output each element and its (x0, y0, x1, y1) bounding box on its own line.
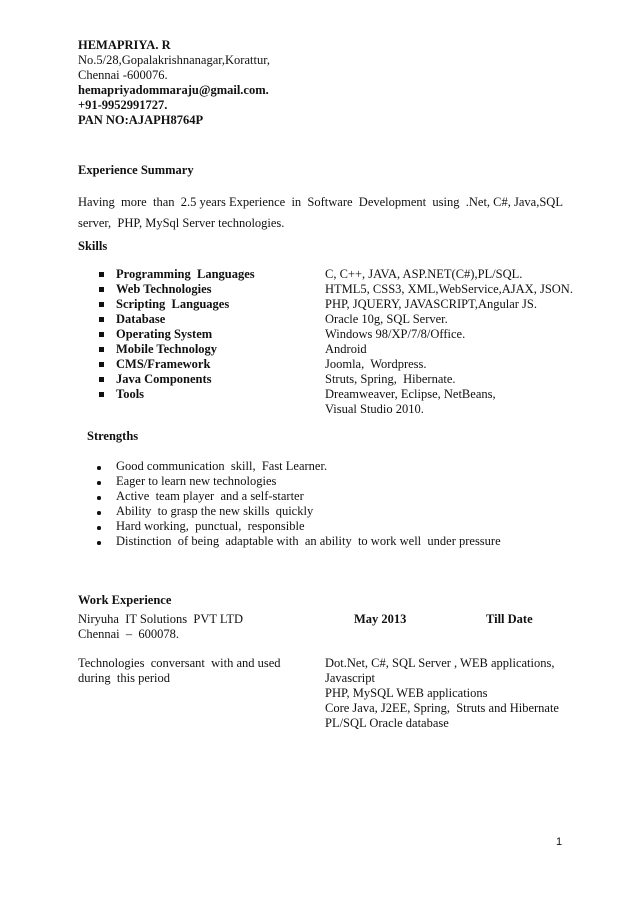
skill-label: Tools (116, 387, 145, 401)
email-address[interactable]: hemapriyadommaraju@gmail.com. (78, 83, 269, 97)
skill-value: HTML5, CSS3, XML,WebService,AJAX, JSON. (325, 282, 573, 296)
square-bullet-icon (99, 347, 104, 352)
experience-summary-line-2: server, PHP, MySql Server technologies. (78, 216, 285, 230)
skill-label: Web Technologies (116, 282, 212, 296)
technology-line: PL/SQL Oracle database (325, 716, 449, 730)
skill-value: Oracle 10g, SQL Server. (325, 312, 448, 326)
address-line-2: Chennai -600076. (78, 68, 168, 82)
skill-label: Java Components (116, 372, 212, 386)
skill-label: Mobile Technology (116, 342, 218, 356)
square-bullet-icon (99, 272, 104, 277)
technology-line: PHP, MySQL WEB applications (325, 686, 488, 700)
phone-number: +91-9952991727. (78, 98, 168, 112)
technology-line: Javascript (325, 671, 375, 685)
square-bullet-icon (99, 377, 104, 382)
candidate-name: HEMAPRIYA. R (78, 38, 171, 52)
square-bullet-icon (99, 302, 104, 307)
technologies-label-line-1: Technologies conversant with and used (78, 656, 281, 670)
experience-summary-line-1: Having more than 2.5 years Experience in Software Development using .Net, C#, Java,SQL (78, 195, 563, 209)
square-bullet-icon (99, 392, 104, 397)
address-line-1: No.5/28,Gopalakrishnanagar,Korattur, (78, 53, 270, 67)
skill-label: CMS/Framework (116, 357, 211, 371)
company-name: Niryuha IT Solutions PVT LTD (78, 612, 244, 626)
strength-text: Ability to grasp the new skills quickly (116, 504, 314, 518)
technology-line: Core Java, J2EE, Spring, Struts and Hibernate (325, 701, 559, 715)
strength-text: Hard working, punctual, responsible (116, 519, 305, 533)
work-experience-heading: Work Experience (78, 593, 172, 607)
skill-value: Joomla, Wordpress. (325, 357, 427, 371)
strength-text: Eager to learn new technologies (116, 474, 277, 488)
page-number: 1 (556, 836, 563, 848)
start-date: May 2013 (354, 612, 407, 626)
skills-heading: Skills (78, 239, 108, 253)
company-city: Chennai – 600078. (78, 627, 180, 641)
skill-label: Operating System (116, 327, 213, 341)
skill-value: C, C++, JAVA, ASP.NET(C#),PL/SQL. (325, 267, 523, 281)
strengths-heading: Strengths (87, 429, 139, 443)
skill-value: Struts, Spring, Hibernate. (325, 372, 456, 386)
skill-value: PHP, JQUERY, JAVASCRIPT,Angular JS. (325, 297, 537, 311)
experience-summary-heading: Experience Summary (78, 163, 194, 177)
skill-value: Windows 98/XP/7/8/Office. (325, 327, 466, 341)
bullet-dot-icon (97, 481, 101, 485)
strength-text: Distinction of being adaptable with an ability to work well under pressure (116, 534, 501, 548)
bullet-dot-icon (97, 496, 101, 500)
bullet-dot-icon (97, 526, 101, 530)
skill-label: Programming Languages (116, 267, 255, 281)
bullet-dot-icon (97, 541, 101, 545)
skill-label: Scripting Languages (116, 297, 230, 311)
pan-number: PAN NO:AJAPH8764P (78, 113, 204, 127)
square-bullet-icon (99, 317, 104, 322)
skill-value-continued: Visual Studio 2010. (325, 402, 424, 416)
end-date: Till Date (486, 612, 533, 626)
bullet-dot-icon (97, 466, 101, 470)
square-bullet-icon (99, 287, 104, 292)
strength-text: Good communication skill, Fast Learner. (116, 459, 328, 473)
square-bullet-icon (99, 362, 104, 367)
skill-label: Database (116, 312, 166, 326)
technology-line: Dot.Net, C#, SQL Server , WEB applications, (325, 656, 555, 670)
square-bullet-icon (99, 332, 104, 337)
skill-value: Android (325, 342, 367, 356)
technologies-label-line-2: during this period (78, 671, 171, 685)
bullet-dot-icon (97, 511, 101, 515)
skill-value: Dreamweaver, Eclipse, NetBeans, (325, 387, 496, 401)
strength-text: Active team player and a self-starter (116, 489, 304, 503)
